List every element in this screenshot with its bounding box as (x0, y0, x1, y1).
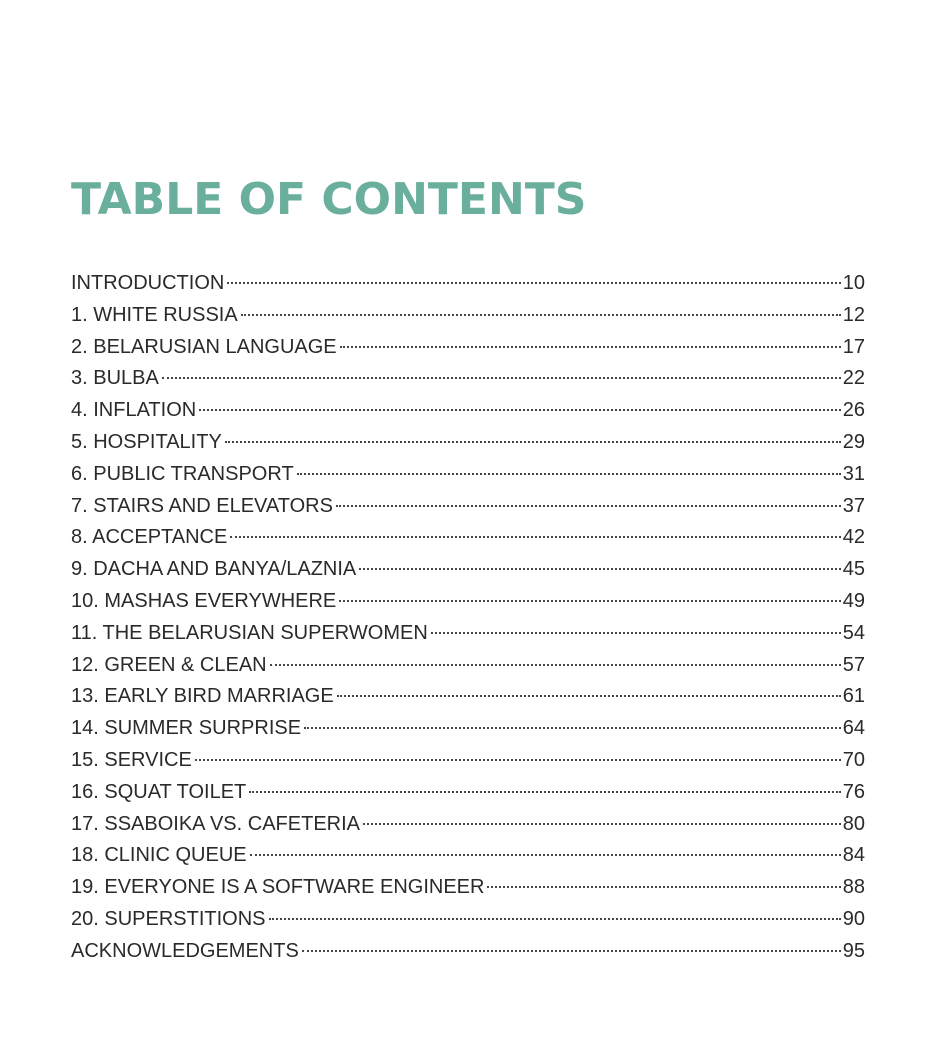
dot-leader (363, 823, 841, 825)
toc-entry-label: 18. CLINIC QUEUE (71, 844, 247, 867)
toc-entry[interactable] (71, 586, 865, 618)
toc-entry[interactable] (71, 427, 865, 459)
toc-entry-page-number: 26 (842, 399, 865, 422)
toc-entry-label: 8. ACCEPTANCE (71, 526, 228, 549)
toc-entry-page-number: 61 (842, 685, 865, 708)
toc-entry[interactable] (71, 332, 865, 364)
toc-entry-label: 6. PUBLIC TRANSPORT (71, 462, 294, 485)
toc-entry-page-number: 54 (842, 621, 865, 644)
toc-entry-label: INTRODUCTION (71, 272, 225, 294)
toc-entry-page-number: 12 (842, 303, 865, 326)
toc-entry-page-number: 10 (842, 272, 865, 294)
toc-entry-page-number: 29 (842, 430, 865, 453)
dot-leader (241, 314, 841, 316)
page-title: TABLE OF CONTENTS (71, 174, 587, 225)
toc-entry-label: 12. GREEN & CLEAN (71, 653, 267, 676)
toc-entry-label: 2. BELARUSIAN LANGUAGE (71, 335, 337, 358)
dot-leader (225, 441, 841, 443)
toc-entry[interactable] (71, 872, 865, 904)
dot-leader (359, 568, 840, 570)
toc-entry[interactable] (71, 459, 865, 491)
toc-entry-page-number: 80 (842, 812, 865, 835)
dot-leader (199, 409, 841, 411)
toc-entry[interactable] (71, 904, 865, 936)
toc-entry-label: 16. SQUAT TOILET (71, 780, 247, 803)
toc-entry[interactable] (71, 936, 865, 968)
toc-entry-page-number: 76 (842, 780, 865, 803)
toc-entry[interactable] (71, 395, 865, 427)
toc-entry-label: 20. SUPERSTITIONS (71, 907, 266, 930)
toc-entry-page-number: 84 (842, 844, 865, 867)
toc-entry-label: 17. SSABOIKA VS. CAFETERIA (71, 812, 360, 835)
dot-leader (249, 791, 840, 793)
toc-entry-label: 10. MASHAS EVERYWHERE (71, 589, 337, 612)
dot-leader (337, 695, 841, 697)
toc-entry-page-number: 17 (842, 335, 865, 358)
dot-leader (336, 505, 841, 507)
toc-entry[interactable] (71, 809, 865, 841)
dot-leader (270, 664, 841, 666)
toc-entry-page-number: 42 (842, 526, 865, 549)
toc-entry[interactable] (71, 300, 865, 332)
toc-entry[interactable] (71, 681, 865, 713)
toc-entry-label: 15. SERVICE (71, 748, 192, 771)
toc-entry-label: 1. WHITE RUSSIA (71, 303, 238, 326)
toc-entry-label: 5. HOSPITALITY (71, 430, 222, 453)
dot-leader (487, 886, 840, 888)
dot-leader (230, 536, 840, 538)
dot-leader (269, 918, 841, 920)
toc-entry[interactable] (71, 777, 865, 809)
dot-leader (340, 346, 841, 348)
toc-entry[interactable] (71, 618, 865, 650)
toc-entry[interactable] (71, 650, 865, 682)
toc-entry[interactable] (71, 745, 865, 777)
toc-entry-label: 13. EARLY BIRD MARRIAGE (71, 685, 334, 708)
toc-entry-page-number: 45 (842, 558, 865, 581)
toc-entry[interactable] (71, 713, 865, 745)
toc-entry-page-number: 22 (842, 367, 865, 390)
toc-entry[interactable] (71, 491, 865, 523)
toc-entry-page-number: 70 (842, 748, 865, 771)
dot-leader (162, 377, 841, 379)
dot-leader (250, 854, 841, 856)
dot-leader (302, 950, 841, 952)
table-of-contents-list (71, 268, 865, 968)
toc-entry-label: 19. EVERYONE IS A SOFTWARE ENGINEER (71, 876, 485, 899)
toc-entry-label: 3. BULBA (71, 367, 159, 390)
dot-leader (297, 473, 841, 475)
toc-entry[interactable] (71, 268, 865, 300)
toc-entry-label: 11. THE BELARUSIAN SUPERWOMEN (71, 621, 428, 644)
toc-entry-page-number: 37 (842, 494, 865, 517)
toc-entry-label: 7. STAIRS AND ELEVATORS (71, 494, 333, 517)
toc-entry-page-number: 49 (842, 589, 865, 612)
toc-entry[interactable] (71, 363, 865, 395)
dot-leader (304, 727, 841, 729)
dot-leader (431, 632, 841, 634)
toc-entry[interactable] (71, 522, 865, 554)
toc-entry-page-number: 64 (842, 717, 865, 740)
toc-entry-page-number: 31 (842, 462, 865, 485)
dot-leader (339, 600, 840, 602)
toc-entry-label: 4. INFLATION (71, 399, 197, 422)
toc-entry-page-number: 90 (842, 907, 865, 930)
toc-entry-page-number: 95 (842, 939, 865, 962)
toc-entry-label: ACKNOWLEDGEMENTS (71, 939, 299, 962)
dot-leader (227, 282, 840, 284)
toc-entry[interactable] (71, 840, 865, 872)
dot-leader (195, 759, 841, 761)
toc-entry-label: 9. DACHA AND BANYA/LAZNIA (71, 558, 357, 581)
toc-entry-page-number: 88 (842, 876, 865, 899)
toc-entry[interactable] (71, 554, 865, 586)
toc-entry-page-number: 57 (842, 653, 865, 676)
toc-entry-label: 14. SUMMER SURPRISE (71, 717, 302, 740)
